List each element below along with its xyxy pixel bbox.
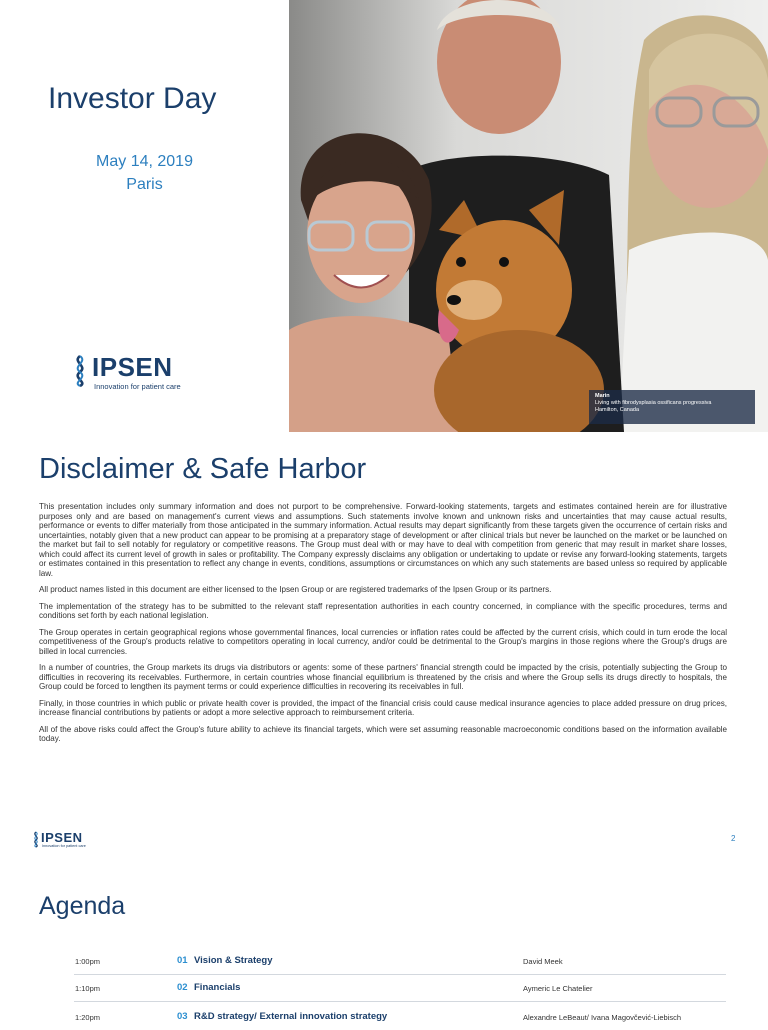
agenda-number: 03: [177, 1011, 188, 1022]
page-number: 2: [731, 834, 736, 843]
ipsen-logo-tagline: Innovation for patient care: [94, 382, 181, 391]
disclaimer-paragraph: In a number of countries, the Group markets its drugs via distributors or agents: some of these partners' financial strength could be impacted by the crisis, potentially subjecting the Group to difficulties in recovering its receivables. Furthermore, in certain countries whose financial equilibrium is threatened by the crisis and where the Group sells its drugs directly to hospitals, the Group could be forced to lengthen its payment terms or could experience difficulties in recovering its receivables in full.: [39, 663, 727, 691]
ipsen-logo-tagline: Innovation for patient care: [42, 844, 86, 848]
cover-title: Investor Day: [48, 82, 217, 115]
agenda-speaker: Alexandre LeBeaut/ Ivana Magovčević-Liebisch: [523, 1013, 682, 1022]
disclaimer-paragraph: All product names listed in this document are either licensed to the Ipsen Group or are registered trademarks of the Ipsen Group or its partners.: [39, 585, 552, 594]
ipsen-helix-icon: [68, 354, 92, 388]
agenda-row: [74, 1004, 726, 1030]
disclaimer-title: Disclaimer & Safe Harbor: [39, 453, 367, 485]
agenda-topic: Vision & Strategy: [194, 955, 273, 966]
ipsen-logo-small: [30, 830, 110, 850]
disclaimer-paragraph: The Group operates in certain geographical regions whose governmental finances, local currencies or inflation rates could be affected by the current crisis, which could in turn erode the local competitiveness of the Group's products relative to competitors operating in local currency, and/or could be detrimental to the Group's margins in those regions where the Group's drugs are billed in local currencies.: [39, 627, 727, 656]
disclaimer-paragraph: This presentation includes only summary information and does not purport to be comprehensive. Forward-looking statements, targets and estimates contained herein are for illustrative purposes only and are based on management's current views and assumptions. Such statements involve known and unknown risks and uncertainties that may cause actual results, performance or events to differ materially from those anticipated in the summary information. Actual results may depart significantly from these targets given the occurrence of certain risks and uncertainties, notably given that a new product can appear to be promising at a preparatory stage of development or after clinical trials but never be launched on the market or be launched on the market but fail to sell notably for regulatory or competitive reasons. The Group must deal with or may have to deal with competition from generic that may result in market share losses, which could affect its current level of growth in sales or profitability. The Company expressly disclaims any obligation or undertaking to update or revise any forward-looking statements, targets or estimates contained in this presentation to reflect any change in events, conditions, assumptions or circumstances on which any such statements are based unless so required by applicable law.: [39, 502, 727, 578]
cover-photo: [289, 0, 768, 432]
agenda-time: 1:20pm: [75, 1013, 101, 1022]
cover-date: May 14, 2019: [96, 153, 193, 170]
agenda-number: 02: [177, 982, 188, 993]
disclaimer-paragraph: The implementation of the strategy has to be submitted to the relevant staff representation authorities in each country concerned, in compliance with the specific procedures, terms and conditions set forth by each national legislation.: [39, 601, 727, 620]
agenda-row: [74, 948, 726, 975]
cover-text-panel: [0, 0, 289, 432]
caption-condition: Living with fibrodysplasia ossificans progressiva: [595, 400, 712, 406]
agenda-number: 01: [177, 955, 188, 966]
disclaimer-paragraph: Finally, in those countries in which public or private health cover is provided, the impact of the financial crisis could cause medical insurance agencies to place added pressure on drug prices, increase financial contributions by patients or adopt a more selective approach to reimbursement criteria.: [39, 698, 727, 717]
ipsen-logo-word: IPSEN: [41, 830, 83, 845]
agenda-topic: Financials: [194, 982, 241, 993]
agenda-speaker: Aymeric Le Chatelier: [523, 984, 593, 993]
agenda-row: [74, 975, 726, 1002]
agenda-speaker: David Meek: [523, 957, 563, 966]
photo-caption: [589, 390, 755, 424]
disclaimer-paragraph: All of the above risks could affect the Group's future ability to achieve its financial targets, which were set assuming reasonable macroeconomic conditions based on the information available today.: [39, 724, 727, 743]
ipsen-logo: [68, 352, 228, 394]
agenda-time: 1:10pm: [75, 984, 101, 993]
family-with-dog-photo: [289, 0, 768, 432]
agenda-time: 1:00pm: [75, 957, 101, 966]
agenda-title: Agenda: [39, 892, 126, 920]
agenda-topic: R&D strategy/ External innovation strategy: [194, 1011, 388, 1022]
caption-location: Hamilton, Canada: [595, 407, 640, 413]
caption-name: Marin: [595, 393, 610, 399]
disclaimer-slide: [0, 441, 768, 855]
cover-city: Paris: [126, 176, 163, 193]
ipsen-logo-word: IPSEN: [92, 352, 173, 382]
disclaimer-body: [39, 502, 727, 751]
cover-slide: [0, 0, 768, 432]
agenda-slide: [0, 862, 768, 1024]
